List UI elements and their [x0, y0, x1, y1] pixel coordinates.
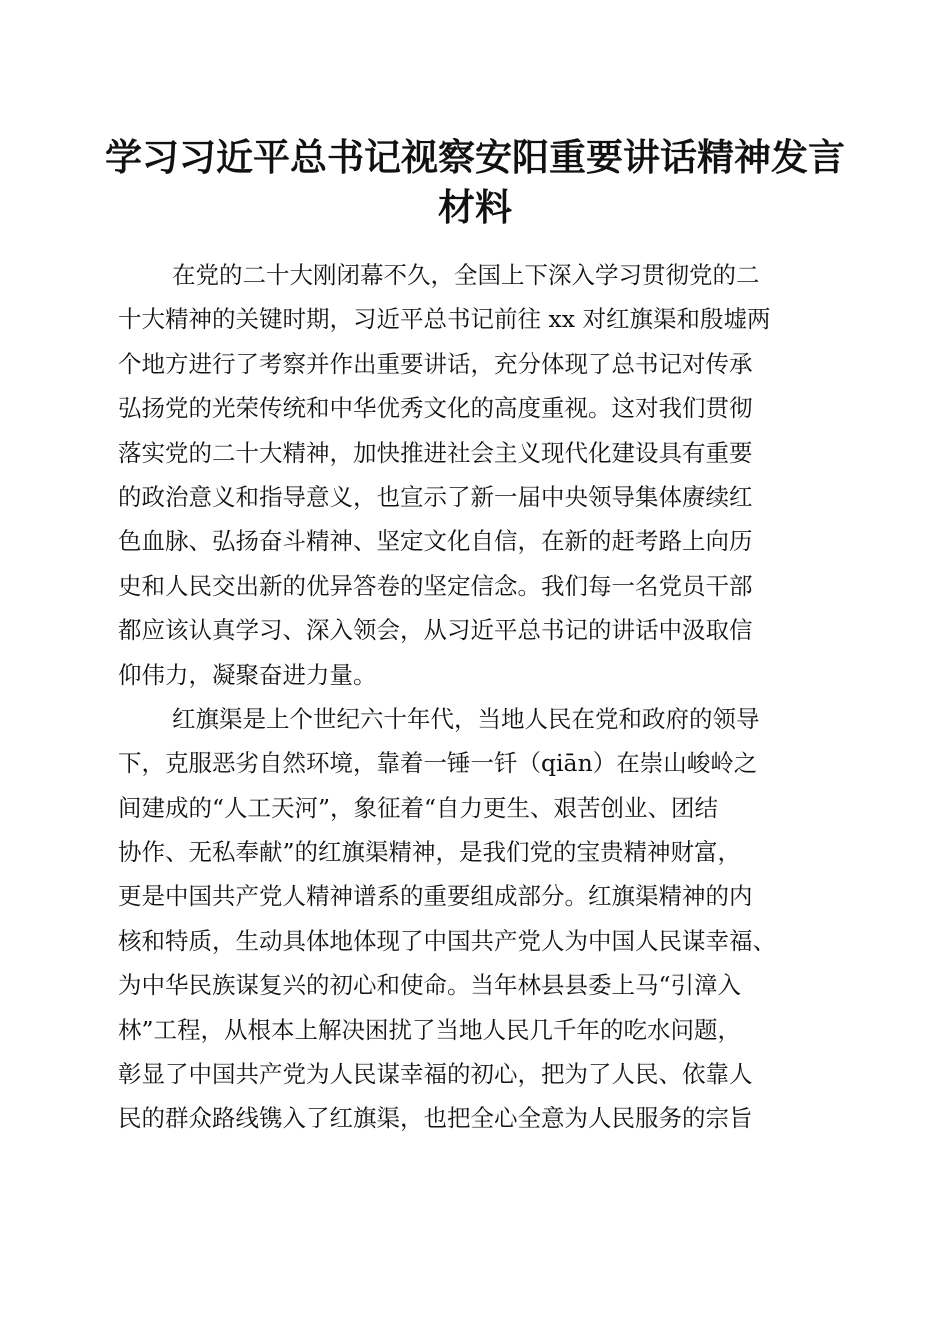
- paragraph-line: 都应该认真学习、深入领会，从习近平总书记的讲话中汲取信: [118, 616, 753, 645]
- paragraph-line: 下，克服恶劣自然环境，靠着一锤一钎（qiān）在崇山峻岭之: [118, 749, 758, 778]
- paragraph-line: 协作、无私奉献”的红旗渠精神，是我们党的宝贵精神财富，: [118, 838, 742, 867]
- paragraph-line: 彰显了中国共产党为人民谋幸福的初心，把为了人民、依靠人: [118, 1060, 753, 1089]
- paragraph-line: 色血脉、弘扬奋斗精神、坚定文化自信，在新的赶考路上向历: [118, 527, 753, 556]
- title-line-1: 学习习近平总书记视察安阳重要讲话精神发言: [105, 135, 845, 179]
- paragraph-line: 林”工程，从根本上解决困扰了当地人民几千年的吃水问题，: [118, 1015, 742, 1044]
- paragraph-line: 在党的二十大刚闭幕不久，全国上下深入学习贯彻党的二: [172, 261, 760, 289]
- paragraph-line: 间建成的“人工天河”，象征着“自力更生、艰苦创业、团结: [118, 793, 719, 822]
- paragraph-line: 核和特质，生动具体地体现了中国共产党人为中国人民谋幸福、: [118, 926, 776, 955]
- document-title: [100, 132, 850, 232]
- paragraph-line: 落实党的二十大精神，加快推进社会主义现代化建设具有重要: [118, 438, 753, 467]
- paragraph-line: 史和人民交出新的优异答卷的坚定信念。我们每一名党员干部: [118, 571, 753, 600]
- paragraph-line: 民的群众路线镌入了红旗渠，也把全心全意为人民服务的宗旨: [118, 1104, 753, 1133]
- paragraph-line: 十大精神的关键时期，习近平总书记前往 xx 对红旗渠和殷墟两: [118, 305, 771, 334]
- title-line-2: 材料: [438, 185, 512, 229]
- paragraph-line: 更是中国共产党人精神谱系的重要组成部分。红旗渠精神的内: [118, 882, 753, 911]
- paragraph-line: 个地方进行了考察并作出重要讲话，充分体现了总书记对传承: [118, 349, 753, 378]
- paragraph-line: 仰伟力，凝聚奋进力量。: [118, 660, 377, 689]
- paragraph-line: 为中华民族谋复兴的初心和使命。当年林县县委上马“引漳入: [118, 971, 742, 1000]
- paragraph-2: [118, 697, 830, 1141]
- paragraph-line: 红旗渠是上个世纪六十年代，当地人民在党和政府的领导: [172, 704, 760, 733]
- paragraph-line: 弘扬党的光荣传统和中华优秀文化的高度重视。这对我们贯彻: [118, 394, 753, 423]
- document-body: [118, 253, 830, 1141]
- paragraph-line: 的政治意义和指导意义，也宣示了新一届中央领导集体赓续红: [118, 482, 753, 511]
- paragraph-1: [118, 253, 830, 697]
